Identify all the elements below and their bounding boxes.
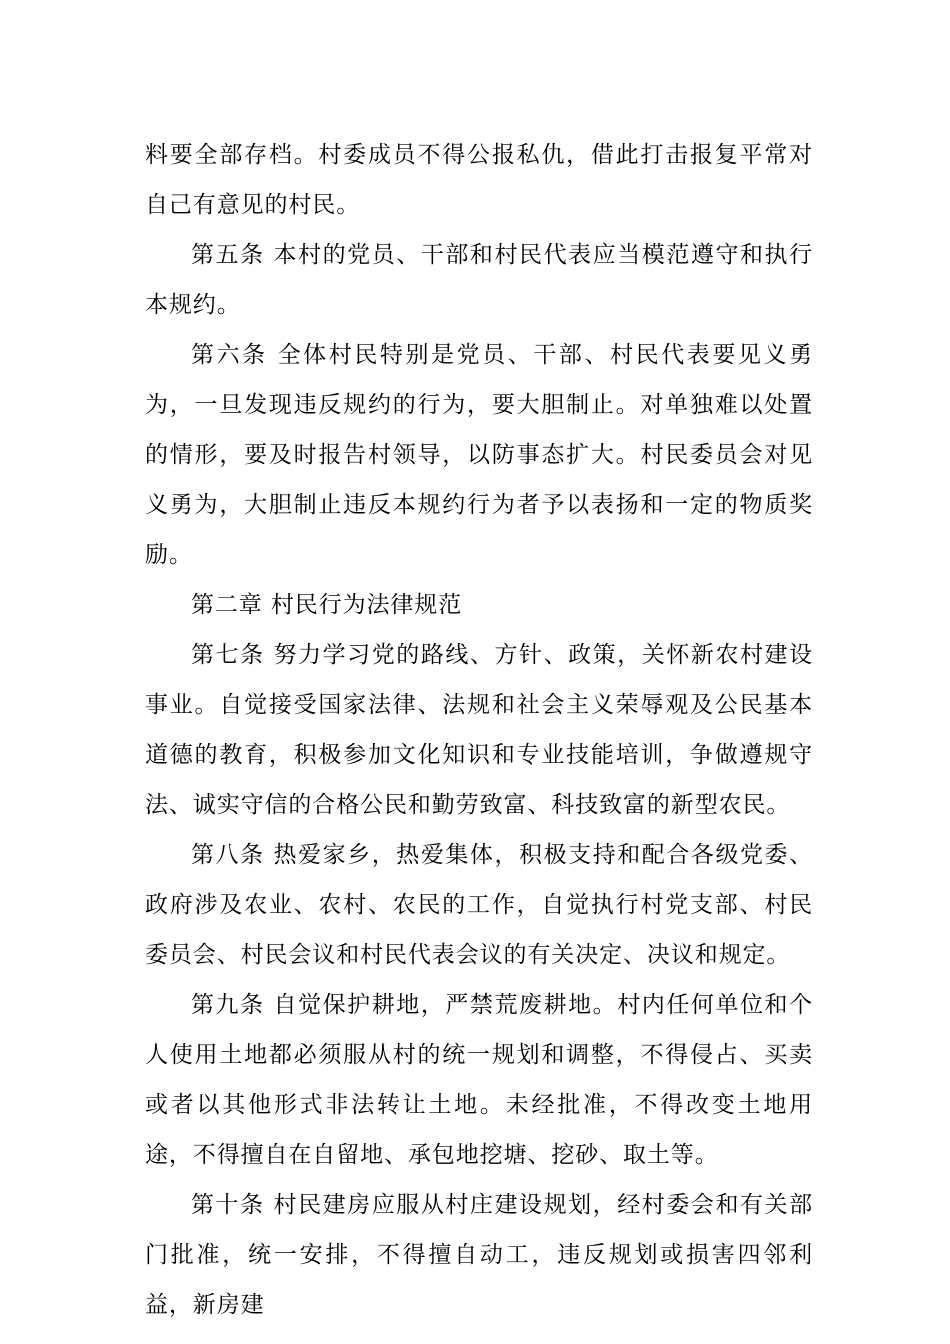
- chapter-heading: 第二章 村民行为法律规范: [191, 592, 463, 618]
- paragraph-article-5: 第五条 本村的党员、干部和村民代表应当模范遵守和执行本规约。: [145, 242, 813, 318]
- paragraph-article-9: 第九条 自觉保护耕地，严禁荒废耕地。村内任何单位和个人使用土地都必须服从村的统一规划和调整，不得侵占、买卖或者以其他形式非法转让土地。未经批准，不得改变土地用途，不得擅自在自留地、承包地挖塘、挖砂、取土等。: [145, 992, 813, 1168]
- document-body: [145, 130, 813, 1330]
- paragraph-article-10: 第十条 村民建房应服从村庄建设规划，经村委会和有关部门批准，统一安排，不得擅自动工，违反规划或损害四邻利益，新房建: [145, 1192, 813, 1318]
- paragraph-article-6: 第六条 全体村民特别是党员、干部、村民代表要见义勇为，一旦发现违反规约的行为，要大胆制止。对单独难以处置的情形，要及时报告村领导，以防事态扩大。村民委员会对见义勇为，大胆制止违反本规约行为者予以表扬和一定的物质奖励。: [145, 342, 813, 568]
- paragraph-article-7: 第七条 努力学习党的路线、方针、政策，关怀新农村建设事业。自觉接受国家法律、法规和社会主义荣辱观及公民基本道德的教育，积极参加文化知识和专业技能培训，争做遵规守法、诚实守信的合格公民和勤劳致富、科技致富的新型农民。: [145, 642, 813, 818]
- paragraph-continuation: 料要全部存档。村委成员不得公报私仇，借此打击报复平常对自己有意见的村民。: [145, 142, 813, 218]
- paragraph-article-8: 第八条 热爱家乡，热爱集体，积极支持和配合各级党委、政府涉及农业、农村、农民的工作，自觉执行村党支部、村民委员会、村民会议和村民代表会议的有关决定、决议和规定。: [145, 842, 813, 968]
